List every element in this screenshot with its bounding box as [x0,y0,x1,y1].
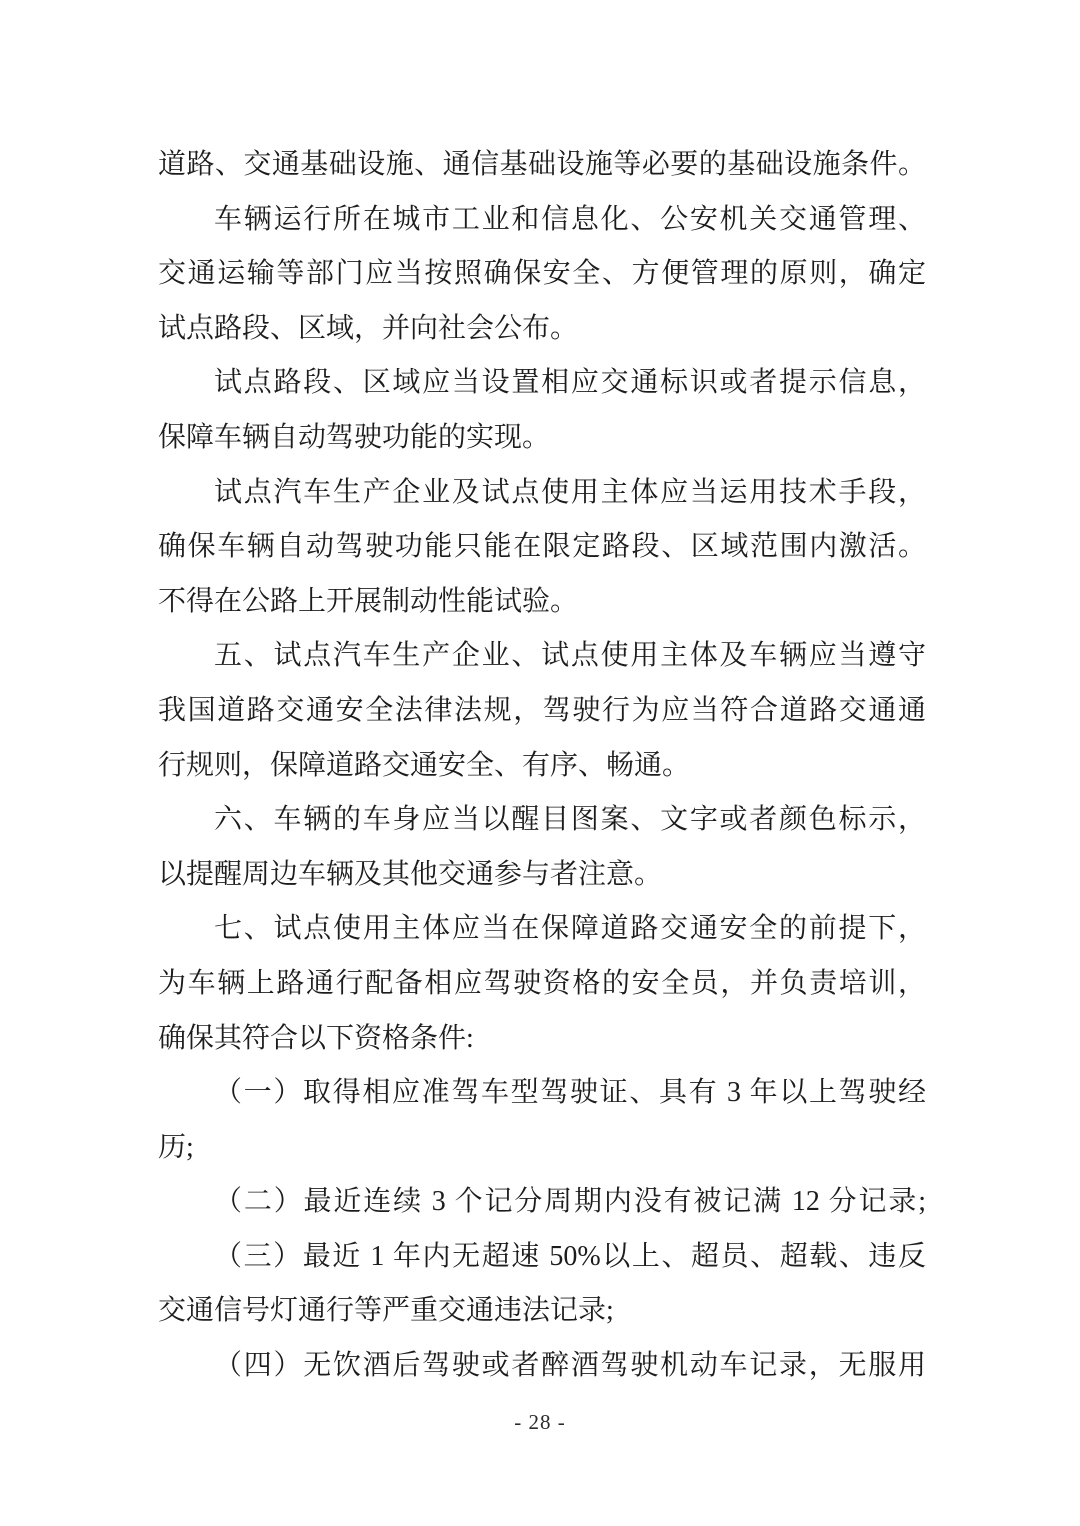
text-line: 交通运输等部门应当按照确保安全、方便管理的原则，确定 [158,258,926,290]
text-line: 保障车辆自动驾驶功能的实现。 [158,421,551,453]
text-line: 车辆运行所在城市工业和信息化、公安机关交通管理、 [214,203,926,235]
text-line: 确保车辆自动驾驶功能只能在限定路段、区域范围内激活。 [158,531,926,563]
text-line: （三）最近 1 年内无超速 50%以上、超员、超载、违反 [214,1240,926,1272]
text-line: 试点汽车生产企业及试点使用主体应当运用技术手段， [214,476,926,508]
text-line: 历; [158,1131,194,1163]
text-line: 六、车辆的车身应当以醒目图案、文字或者颜色标示， [214,804,926,836]
text-line: 行规则，保障道路交通安全、有序、畅通。 [158,749,691,781]
text-line: 确保其符合以下资格条件: [158,1022,474,1054]
text-line: 不得在公路上开展制动性能试验。 [158,585,579,617]
document-body [158,138,926,1394]
text-line: 七、试点使用主体应当在保障道路交通安全的前提下， [214,913,926,945]
text-line: （一）取得相应准驾车型驾驶证、具有 3 年以上驾驶经 [214,1077,926,1109]
text-line: 试点路段、区域，并向社会公布。 [158,312,579,344]
page-number: - 28 - [514,1410,566,1434]
text-line: 为车辆上路通行配备相应驾驶资格的安全员，并负责培训， [158,967,926,999]
text-line: 五、试点汽车生产企业、试点使用主体及车辆应当遵守 [214,640,926,672]
text-line: 试点路段、区域应当设置相应交通标识或者提示信息， [214,367,926,399]
text-line: （二）最近连续 3 个记分周期内没有被记满 12 分记录; [214,1186,926,1218]
text-line: （四）无饮酒后驾驶或者醉酒驾驶机动车记录，无服用 [214,1350,926,1382]
text-line: 我国道路交通安全法律法规，驾驶行为应当符合道路交通通 [158,694,926,726]
text-line: 交通信号灯通行等严重交通违法记录; [158,1295,614,1327]
text-line: 以提醒周边车辆及其他交通参与者注意。 [158,858,663,890]
text-line: 道路、交通基础设施、通信基础设施等必要的基础设施条件。 [158,149,926,180]
